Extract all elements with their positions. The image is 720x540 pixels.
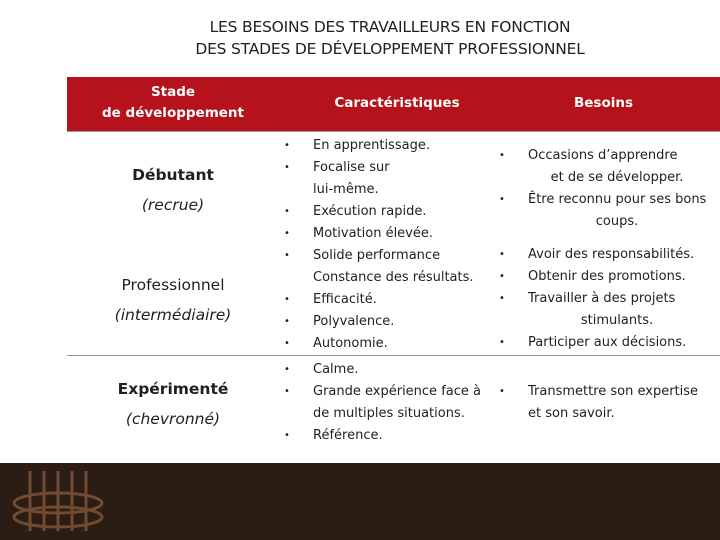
need-text: Occasions d’apprendre <box>528 148 678 163</box>
table-header <box>67 77 720 131</box>
bullet-icon: • <box>499 271 505 282</box>
list-item <box>282 179 492 201</box>
list-item <box>282 289 492 311</box>
bullet-icon: • <box>284 162 290 173</box>
header-stage <box>67 82 279 124</box>
list-item <box>282 135 492 157</box>
list-item <box>497 145 712 167</box>
list-item <box>497 381 712 403</box>
list-item <box>282 425 492 447</box>
list-item <box>282 381 492 403</box>
header-characteristics: Caractéristiques <box>334 95 460 111</box>
header-needs: Besoins <box>573 95 634 111</box>
characteristic-text: Référence. <box>313 428 383 443</box>
need-text: Transmettre son expertise <box>528 384 699 399</box>
bullet-icon: • <box>499 386 505 397</box>
bullet-icon: • <box>284 386 290 397</box>
stage-name: Débutant <box>132 166 214 184</box>
bullet-icon: • <box>499 194 505 205</box>
list-item <box>497 167 712 189</box>
characteristic-text: Motivation élevée. <box>313 226 434 241</box>
stage-name: Professionnel <box>121 276 225 294</box>
needs-column-experienced <box>497 381 712 425</box>
characteristics-column <box>282 135 492 355</box>
need-text: et de se développer. <box>550 170 684 185</box>
bullet-icon: • <box>499 150 505 161</box>
stage-experienced <box>67 374 279 434</box>
need-text: Obtenir des promotions. <box>528 269 686 284</box>
list-item <box>282 311 492 333</box>
characteristic-text: Efficacité. <box>313 292 377 307</box>
list-item <box>497 288 712 310</box>
bullet-icon: • <box>499 249 505 260</box>
list-item <box>497 310 712 332</box>
list-item <box>282 333 492 355</box>
bullet-icon: • <box>284 140 290 151</box>
bullet-icon: • <box>284 206 290 217</box>
header-divider <box>67 131 720 132</box>
stage-name: Expérimenté <box>117 380 229 398</box>
need-text: stimulants. <box>580 313 654 328</box>
list-item <box>282 223 492 245</box>
bullet-icon: • <box>284 294 290 305</box>
bullet-icon: • <box>284 338 290 349</box>
characteristic-text: Polyvalence. <box>313 314 395 329</box>
bullet-icon: • <box>284 430 290 441</box>
bullet-icon: • <box>284 316 290 327</box>
stage-subtitle: (chevronné) <box>125 410 221 428</box>
characteristic-text: En apprentissage. <box>313 138 430 153</box>
list-item <box>497 266 712 288</box>
need-text: Participer aux décisions. <box>528 335 687 350</box>
need-text: coups. <box>595 214 639 229</box>
list-item <box>282 201 492 223</box>
list-item <box>497 189 712 211</box>
characteristic-text: Constance des résultats. <box>313 270 474 285</box>
logo-icon <box>8 463 108 540</box>
list-item <box>282 359 492 381</box>
list-item <box>497 403 712 425</box>
row-divider <box>67 355 720 356</box>
bullet-icon: • <box>499 337 505 348</box>
title-line-2: DES STADES DE DÉVELOPPEMENT PROFESSIONNEL <box>195 40 585 58</box>
stage-beginner <box>67 160 279 220</box>
needs-column <box>497 145 712 233</box>
characteristic-text: de multiples situations. <box>313 406 465 421</box>
characteristic-text: Grande expérience face à <box>313 384 481 399</box>
need-text: Travailler à des projets <box>528 291 676 306</box>
list-item <box>282 245 492 267</box>
stage-subtitle: (recrue) <box>141 196 205 214</box>
needs-column-professional <box>497 244 712 354</box>
characteristic-text: Autonomie. <box>313 336 388 351</box>
characteristic-text: Exécution rapide. <box>313 204 427 219</box>
header-stage-line-1: Stade <box>150 84 196 100</box>
characteristics-column-experienced <box>282 359 492 447</box>
need-text: Avoir des responsabilités. <box>528 247 695 262</box>
bullet-icon: • <box>284 250 290 261</box>
bullet-icon: • <box>284 228 290 239</box>
list-item <box>282 267 492 289</box>
slide-title <box>0 16 720 60</box>
need-text: Être reconnu pour ses bons <box>528 192 707 207</box>
list-item <box>497 211 712 233</box>
list-item <box>497 332 712 354</box>
footer-band <box>0 463 720 540</box>
stage-subtitle: (intermédiaire) <box>114 306 232 324</box>
header-stage-line-2: de développement <box>102 105 244 121</box>
list-item <box>282 403 492 425</box>
stage-professional <box>67 270 279 330</box>
bullet-icon: • <box>499 293 505 304</box>
characteristic-text: Calme. <box>313 362 359 377</box>
need-text: et son savoir. <box>528 406 615 421</box>
list-item <box>282 157 492 179</box>
characteristic-text: lui-même. <box>313 182 379 197</box>
bullet-icon: • <box>284 364 290 375</box>
characteristic-text: Focalise sur <box>313 160 390 175</box>
list-item <box>497 244 712 266</box>
title-line-1: LES BESOINS DES TRAVAILLEURS EN FONCTION <box>209 18 571 36</box>
characteristic-text: Solide performance <box>313 248 441 263</box>
